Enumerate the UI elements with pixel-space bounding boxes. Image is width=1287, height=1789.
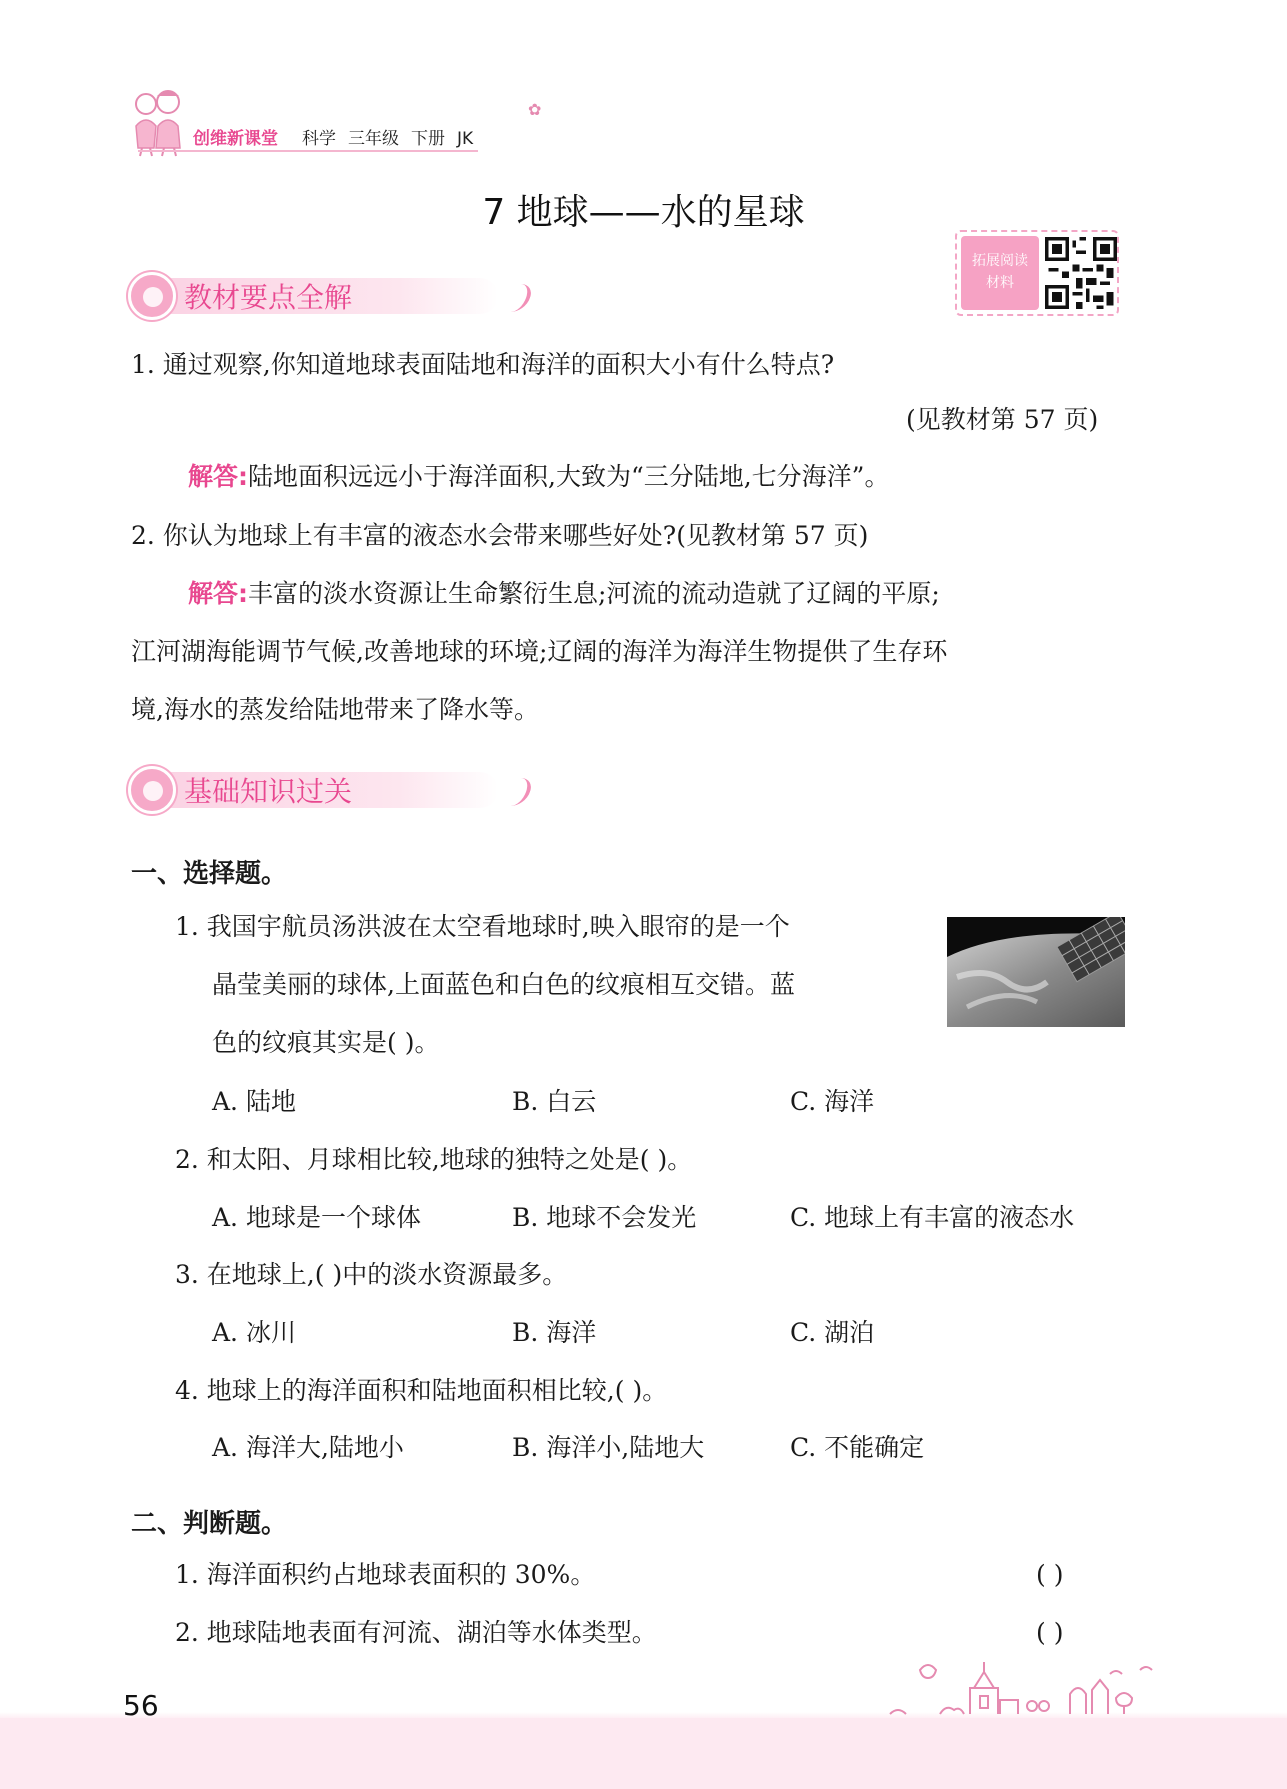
tf-question-1-blank[interactable]: ( ) xyxy=(1036,1560,1064,1589)
part2-heading: 二、判断题。 xyxy=(131,1509,288,1539)
mc-q3-option-b: B. 海洋 xyxy=(512,1318,597,1347)
tf-question-2-blank[interactable]: ( ) xyxy=(1036,1618,1064,1647)
qr-label-line2: 材料 xyxy=(986,275,1014,291)
header-edition: JK xyxy=(457,129,474,149)
mc-question-3: 3. 在地球上,( )中的淡水资源最多。 xyxy=(175,1260,568,1289)
header-divider xyxy=(138,150,478,152)
answer-2 xyxy=(188,577,940,611)
section-title: 教材要点全解 xyxy=(184,281,353,314)
qr-code-icon[interactable] xyxy=(1045,236,1117,310)
header-grade: 三年级 xyxy=(348,129,399,149)
footer-band xyxy=(0,1718,1287,1789)
qr-label-line1: 拓展阅读 xyxy=(972,253,1028,269)
tf-question-2: 2. 地球陆地表面有河流、湖泊等水体类型。 xyxy=(175,1618,657,1647)
mc-question-1-line2: 晶莹美丽的球体,上面蓝色和白色的纹痕相互交错。蓝 xyxy=(212,970,795,999)
question-1: 1. 通过观察,你知道地球表面陆地和海洋的面积大小有什么特点? xyxy=(131,350,835,379)
part1-heading: 一、选择题。 xyxy=(131,859,288,889)
lesson-title: 7 地球——水的星球 xyxy=(482,192,805,233)
tf-question-1: 1. 海洋面积约占地球表面积的 30%。 xyxy=(175,1560,596,1589)
answer-2-line1: 丰富的淡水资源让生命繁衍生息;河流的流动造就了辽阔的平原; xyxy=(248,579,940,608)
mc-q4-option-b: B. 海洋小,陆地大 xyxy=(512,1433,705,1462)
mc-q2-option-b: B. 地球不会发光 xyxy=(512,1203,697,1232)
mc-q1-option-b: B. 白云 xyxy=(512,1087,597,1116)
mc-question-1-line1: 1. 我国宇航员汤洪波在太空看地球时,映入眼帘的是一个 xyxy=(175,912,790,941)
header-subject-name: 科学 xyxy=(302,129,336,149)
answer-label: 解答: xyxy=(188,462,248,491)
answer-1 xyxy=(188,460,889,494)
header-brand: 创维新课堂 xyxy=(193,129,278,149)
flower-icon: ✿ xyxy=(528,100,542,119)
cartoon-badge-icon xyxy=(128,272,176,320)
header-volume: 下册 xyxy=(411,129,445,149)
answer-label: 解答: xyxy=(188,579,248,608)
cartoon-badge-icon xyxy=(128,766,176,814)
section-title: 基础知识过关 xyxy=(184,775,353,808)
mc-q3-option-a: A. 冰川 xyxy=(212,1318,296,1347)
mc-question-2: 2. 和太阳、月球相比较,地球的独特之处是( )。 xyxy=(175,1145,693,1174)
mc-q4-option-a: A. 海洋大,陆地小 xyxy=(212,1433,404,1462)
qr-card[interactable] xyxy=(955,230,1119,316)
mc-q4-option-c: C. 不能确定 xyxy=(790,1433,925,1462)
mc-q2-option-c: C. 地球上有丰富的液态水 xyxy=(790,1203,1075,1232)
qr-label xyxy=(961,236,1039,310)
answer-2-line3: 境,海水的蒸发给陆地带来了降水等。 xyxy=(131,695,539,724)
page-number: 56 xyxy=(123,1689,159,1722)
question-2: 2. 你认为地球上有丰富的液态水会带来哪些好处?(见教材第 57 页) xyxy=(131,521,869,550)
header-subject xyxy=(302,124,485,149)
mc-q3-option-c: C. 湖泊 xyxy=(790,1318,875,1347)
kids-illustration xyxy=(128,86,190,158)
question-1-reference: (见教材第 57 页) xyxy=(906,405,1099,434)
earth-from-space-photo xyxy=(947,917,1125,1027)
castle-illustration xyxy=(880,1650,1170,1718)
section-header-textbook-points xyxy=(128,272,548,320)
mc-question-4: 4. 地球上的海洋面积和陆地面积相比较,( )。 xyxy=(175,1376,668,1405)
section-header-basic-knowledge xyxy=(128,766,548,814)
mc-q2-option-a: A. 地球是一个球体 xyxy=(212,1203,421,1232)
answer-1-text: 陆地面积远远小于海洋面积,大致为“三分陆地,七分海洋”。 xyxy=(248,462,890,491)
mc-q1-option-a: A. 陆地 xyxy=(212,1087,296,1116)
mc-q1-option-c: C. 海洋 xyxy=(790,1087,875,1116)
answer-2-line2: 江河湖海能调节气候,改善地球的环境;辽阔的海洋为海洋生物提供了生存环 xyxy=(131,637,948,666)
mc-question-1-line3: 色的纹痕其实是( )。 xyxy=(212,1028,440,1057)
